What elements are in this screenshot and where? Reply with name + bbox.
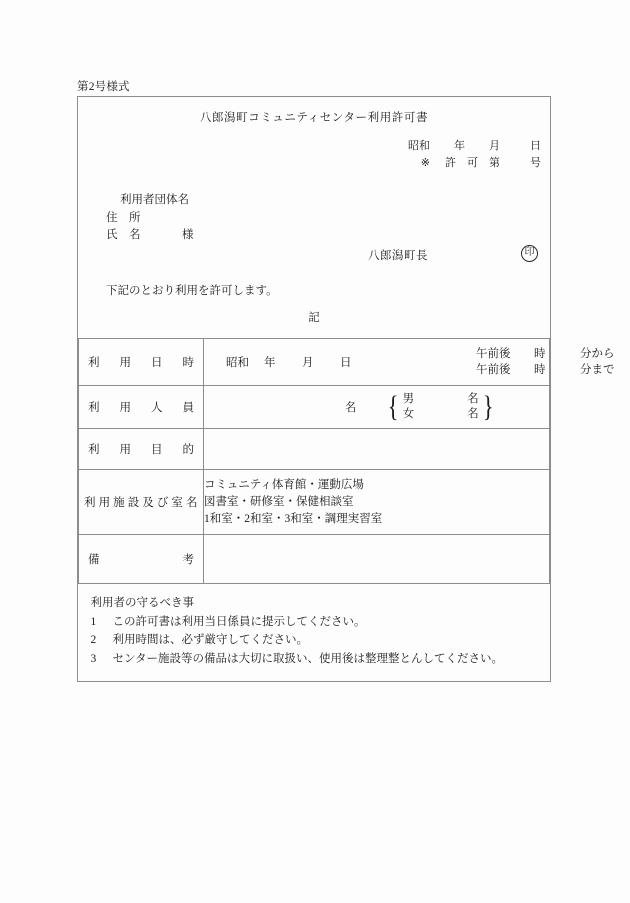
month-label: 月: [489, 140, 500, 152]
value-cell-datetime[interactable]: [204, 339, 615, 386]
notes-heading: 利用者の守るべき事: [90, 597, 194, 609]
datetime-month: 月: [302, 357, 314, 369]
reference-mark-icon: ※: [420, 157, 430, 169]
datetime-date-fields: [226, 354, 352, 370]
document-title: 八郎潟町コミュニティセンター利用許可書: [199, 112, 429, 124]
value-cell-purpose[interactable]: [204, 429, 550, 470]
applicant-address-label: 住 所: [106, 211, 141, 224]
note-number: 1: [90, 615, 97, 628]
value-cell-facility[interactable]: [204, 470, 550, 535]
applicant-honorific: 様: [182, 229, 194, 241]
purpose-label: 利 用 目 的: [88, 444, 194, 456]
label-cell-remarks: [79, 535, 204, 584]
note-text: センター施設等の備品は大切に取扱い、使用後は整理整とんしてください。: [112, 652, 504, 665]
permission-statement: 下記のとおり利用を許可します。: [106, 285, 278, 297]
datetime-year: 年: [264, 357, 276, 369]
applicant-info-block: [106, 192, 194, 245]
number-suffix-label: 号: [530, 157, 541, 169]
note-item: [91, 613, 538, 632]
female-unit: 名: [467, 408, 479, 420]
applicant-group-label: 利用者団体名: [120, 194, 189, 206]
user-rules-block: [79, 584, 550, 680]
table-row-people: [79, 386, 550, 429]
male-unit: 名: [467, 393, 479, 405]
note-text: 利用時間は、必ず厳守してください。: [112, 634, 308, 646]
label-cell-purpose: [79, 429, 204, 470]
label-cell-people: [79, 386, 204, 429]
label-cell-datetime: [79, 339, 204, 386]
value-cell-people[interactable]: [204, 386, 550, 429]
people-total-unit: 名: [344, 402, 357, 414]
note-item: [91, 631, 538, 650]
start-hour-label: 時: [534, 348, 546, 360]
start-minute-label: 分から: [580, 348, 615, 360]
era-label: 昭和: [408, 140, 430, 152]
facility-label: 利用施設及び室名: [84, 497, 198, 509]
year-label: 年: [454, 140, 465, 152]
seal-icon: 印: [521, 245, 538, 262]
table-row-remarks: [79, 535, 550, 584]
table-row-datetime: [79, 339, 550, 386]
note-number: 2: [90, 634, 97, 646]
issue-date-line: [408, 138, 541, 155]
issuer-name: 八郎潟町長: [368, 250, 428, 262]
datetime-start-line: [476, 346, 615, 362]
day-label: 日: [530, 140, 541, 152]
label-cell-facility: [79, 470, 204, 535]
note-text: この許可書は利用当日係員に提示してください。: [112, 615, 366, 628]
permit-details-table: [78, 338, 615, 680]
end-ampm-label: 午前後: [476, 364, 511, 376]
form-header-section: [78, 97, 550, 338]
datetime-time-fields: [476, 346, 615, 378]
form-number: 第2号様式: [77, 81, 130, 93]
applicant-name-row: [106, 227, 194, 245]
remarks-label: 備 考: [88, 554, 194, 566]
datetime-label: 利 用 日 時: [88, 357, 194, 369]
male-label: 男: [402, 393, 415, 405]
applicant-address-row: [106, 210, 194, 228]
note-number: 3: [90, 652, 97, 665]
table-row-notes: [79, 584, 550, 681]
notes-cell: [79, 584, 550, 681]
facility-line-2: 図書室・研修室・保健相談室: [204, 495, 354, 508]
end-minute-label: 分まで: [580, 364, 615, 376]
permit-number-label: 許 可 第: [445, 157, 500, 169]
issue-info-block: [408, 138, 541, 172]
permit-number-line: [408, 155, 541, 172]
note-item: [91, 650, 538, 669]
start-ampm-label: 午前後: [476, 348, 511, 360]
female-label: 女: [402, 408, 415, 420]
gender-breakdown-group: { 男 女 名 名 }: [387, 390, 494, 423]
facility-line-3: 1和室・2和室・3和室・調理実習室: [204, 512, 383, 525]
value-cell-remarks[interactable]: [204, 535, 550, 584]
datetime-end-line: [476, 362, 615, 378]
table-row-purpose: [79, 429, 550, 470]
people-label: 利 用 人 員: [88, 402, 194, 414]
permit-form-sheet: [77, 96, 615, 682]
datetime-era: 昭和: [226, 357, 249, 369]
facility-line-1: コミュニティ体育館・運動広場: [204, 478, 364, 491]
end-hour-label: 時: [534, 364, 546, 376]
applicant-name-label: 氏 名: [106, 229, 141, 241]
ki-mark: 記: [308, 312, 320, 324]
table-row-facility: [79, 470, 550, 535]
datetime-day: 日: [340, 357, 352, 369]
